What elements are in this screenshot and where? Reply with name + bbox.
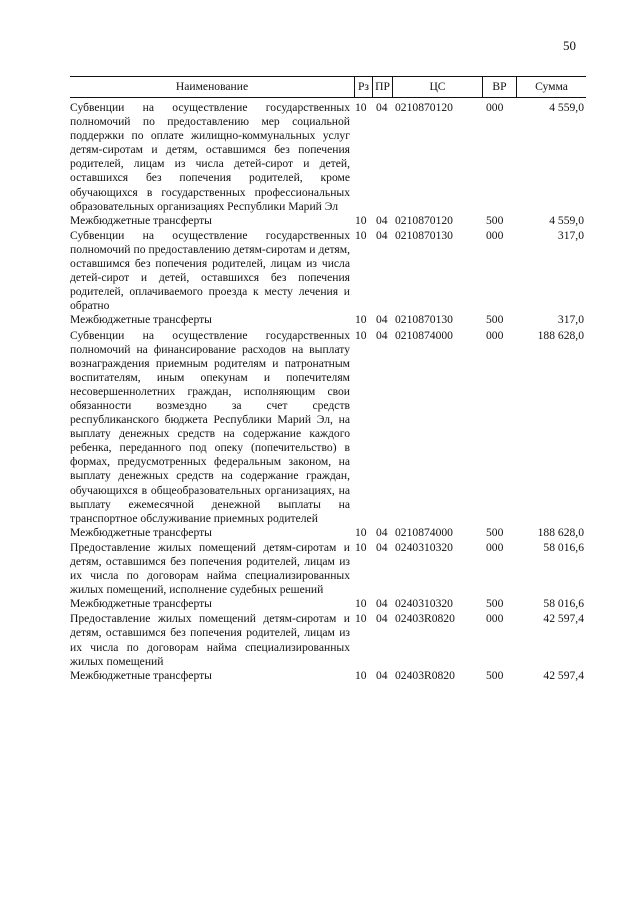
row-name: Межбюджетные трансферты [70,668,212,682]
row-sum: 188 628,0 [537,525,584,539]
row-sum: 4 559,0 [549,101,584,114]
row-pr: 04 [376,612,388,626]
row-cs: 0210870130 [395,228,453,242]
row-vr: 000 [486,228,504,242]
row-cs: 0210874000 [395,328,453,342]
header-sum: Сумма [516,77,586,97]
row-cs: 0240310320 [395,540,453,554]
row-pr: 04 [376,328,388,342]
row-sum: 4 559,0 [549,213,584,227]
row-rz: 10 [355,668,367,682]
header-rz: Рз [354,77,372,97]
row-sum: 188 628,0 [537,328,584,342]
table-row [70,669,586,683]
row-sum: 317,0 [557,228,584,242]
row-cs: 0240310320 [395,597,453,611]
row-name: Предоставление жилых помещений детям-сиротам и детям, оставшимся без попечения родителей, лицам из их числа по договорам найма специализированных жилых помещений, исполнение судебных решений [70,540,350,597]
table-row [70,101,586,214]
row-rz: 10 [355,313,367,327]
row-rz: 10 [355,597,367,611]
row-vr: 500 [486,668,504,682]
row-name: Субвенции на осуществление государственных полномочий по предоставлению мер социальной поддержки по оплате жилищно-коммунальных услуг детям-сиротам и детям, оставшимся без попечения родителей, лицам из числа детей-сирот и детей, оставшихся без попечения родителей, кроме обучающихся в государственных профессиональных образовательных организациях Республики Марий Эл [70,101,350,213]
row-pr: 04 [376,313,388,327]
table-row [70,597,586,611]
header-vr: ВР [482,77,516,97]
table-row [70,329,586,526]
row-pr: 04 [376,228,388,242]
row-name: Субвенции на осуществление государственных полномочий по предоставлению детям-сиротам и детям, оставшимся без попечения родителей, лицам из числа детей-сирот и детей, оставшихся без попечения родителей, оплачиваемого проезда к месту лечения и обратно [70,228,350,313]
budget-table [70,76,586,684]
page-number: 50 [563,38,576,53]
row-name: Межбюджетные трансферты [70,597,212,611]
row-name: Межбюджетные трансферты [70,525,212,539]
row-cs: 0210874000 [395,525,453,539]
row-vr: 500 [486,597,504,611]
header-cs: ЦС [392,77,482,97]
row-name: Предоставление жилых помещений детям-сиротам и детям, оставшимся без попечения родителей, лицам из их числа по договорам найма специализированных жилых помещений [70,612,350,668]
row-pr: 04 [376,213,388,227]
row-vr: 000 [486,328,504,342]
table-row [70,612,586,668]
table-row [70,313,586,327]
row-sum: 42 597,4 [543,668,584,682]
row-cs: 0210870130 [395,313,453,327]
row-sum: 58 016,6 [543,540,584,554]
row-vr: 000 [486,540,504,554]
row-sum: 42 597,4 [543,612,584,626]
row-name: Межбюджетные трансферты [70,213,212,227]
row-cs: 02403R0820 [395,668,455,682]
row-cs: 0210870120 [395,213,453,227]
row-vr: 500 [486,313,504,327]
row-sum: 317,0 [557,313,584,327]
header-name: Наименование [175,80,249,93]
row-vr: 000 [486,612,504,626]
table-row [70,229,586,314]
table-row [70,526,586,540]
row-pr: 04 [376,540,388,554]
row-rz: 10 [355,228,367,242]
row-pr: 04 [376,668,388,682]
row-rz: 10 [355,612,367,626]
row-rz: 10 [355,540,367,554]
row-name: Межбюджетные трансферты [70,313,212,327]
row-pr: 04 [376,525,388,539]
table-body [70,101,586,683]
row-cs: 0210870120 [395,101,453,114]
row-pr: 04 [376,597,388,611]
row-vr: 500 [486,213,504,227]
table-row [70,541,586,597]
table-header [70,76,586,98]
row-rz: 10 [355,328,367,342]
row-pr: 04 [376,101,388,114]
row-name: Субвенции на осуществление государственных полномочий на финансирование расходов на выплату вознаграждения приемным родителям и патронатным воспитателям, иным опекунам и попечителям несовершеннолетних граждан, исполняющим свои обязанности возмездно за счет средств республиканского бюджета Республики Марий Эл, на выплату денежных средств на содержание каждого ребенка, переданного под опеку (попечительство) в формах, предусмотренных федеральным законом, на выплату денежных средств на содержание граждан, обучающихся в общеобразовательных организациях, на выплату ежемесячной денежной выплаты на транспортное обслуживание приемных родителей [70,328,350,525]
row-sum: 58 016,6 [543,597,584,611]
table-row [70,214,586,228]
row-cs: 02403R0820 [395,612,455,626]
row-vr: 500 [486,525,504,539]
row-vr: 000 [486,101,504,114]
row-rz: 10 [355,101,367,114]
header-pr: ПР [372,77,392,97]
row-rz: 10 [355,525,367,539]
row-rz: 10 [355,213,367,227]
